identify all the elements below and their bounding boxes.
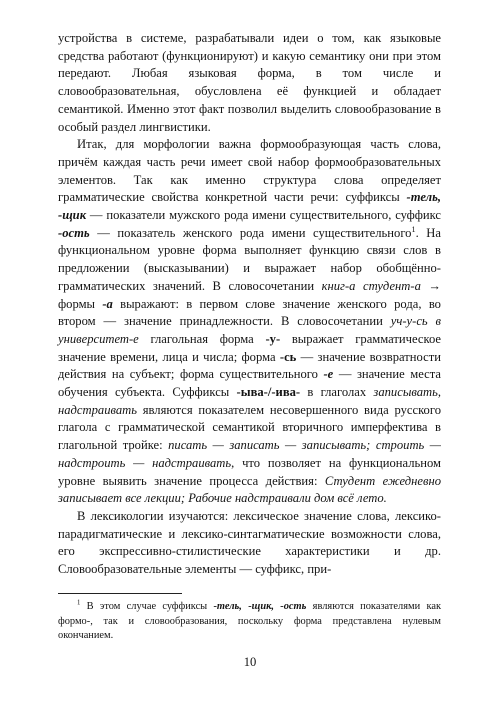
paragraph-2-text-a: Итак, для морфологии важна формообразующая часть слова, причём каждая часть речи имеет свой набор формообразовательных элементов. Так как именно структура слова определяет грамматические свойства конкретной части речи: суффиксы: [58, 137, 441, 205]
paragraph-3-text: В лексикологии изучаются: лексическое значение слова, лексико-парадигматические и лексико-синтагматические возможности слова, его экспрессивно-стилистические характеристики и др. Словообразовательные элементы — суффикс, при-: [58, 508, 441, 577]
paragraph-2-text-g: выражают: в первом слове значение женского рода, во втором — значение принадлежности. В словосочетании: [58, 296, 441, 329]
paragraph-2-text-h: глагольная форма: [138, 331, 266, 346]
paragraph-2-text-j: — значение возвратности действия на субъект; форма существительного: [58, 349, 441, 382]
form-example-a: -а: [102, 296, 113, 311]
footnote-1: [58, 600, 441, 644]
footnote-text-b: являются показателями как формо-, так и словообразования, поскольку форма представлена нулевым окончанием.: [58, 601, 441, 642]
footnote-area: [58, 593, 441, 644]
paragraph-2-text-m: являются показателем несовершенного вида русского глагола с грамматической семантикой вторичного имперфектива в глагольной тройке:: [58, 402, 441, 453]
paragraph-2-text-n: , что позволяет на функциональном уровне выявить значение процесса действия:: [58, 455, 441, 488]
paragraph-1-text: устройства в системе, разрабатывали идеи о том, как языковые средства работают (функционируют) и какую семантику они при этом передают. Любая языковая форма, в том числе и словообразовательная, обусловлена её функцией и обладает семантикой. Именно этот факт позволил выделить словообразование в особый раздел лингвистики.: [58, 31, 441, 134]
paragraph-2-text-k: — значение места обучения субъекта. Суффиксы: [58, 367, 441, 400]
paragraph-3: [58, 508, 441, 579]
form-example-e: -е: [323, 367, 334, 382]
suffix-example-yva-iva: -ыва-/-ива-: [236, 385, 301, 400]
form-example-u: -у-: [265, 331, 281, 346]
footnote-mark: 1: [77, 599, 81, 607]
paragraph-2-text-l: в глаголах: [300, 385, 374, 400]
example-kniga-studenta: книг-а студент-а: [321, 278, 421, 293]
footnote-divider: [58, 593, 182, 594]
paragraph-1: [58, 30, 441, 136]
paragraph-2-text-b: — показатели мужского рода имени существительного, суффикс: [86, 208, 441, 223]
paragraph-2-text-f: формы: [58, 296, 103, 311]
body-text: [58, 30, 441, 579]
paragraph-2-text-d: . На функциональном уровне форма выполняет функцию связи слов в предложении (высказывании) и выражает набор обобщённо-грамматических значений. В словосочетании: [58, 225, 441, 293]
paragraph-2: [58, 136, 441, 508]
arrow-symbol: →: [420, 278, 442, 293]
paragraph-2-text-i: выражает грамматическое значение времени, лица и числа; форма: [58, 331, 442, 364]
suffix-example-tel-shchik: -тель, -щик: [58, 190, 441, 223]
example-verbs: записывать, надстраивать: [58, 385, 441, 417]
example-verb-triad: писать — записать — записывать; строить — надстроить — надстраивать: [58, 438, 441, 470]
page-number: 10: [243, 655, 257, 669]
footnote-suffixes: -тель, -щик, -ость: [213, 601, 307, 612]
suffix-example-ost: -ость: [58, 225, 90, 240]
footnote-text-a: В этом случае суффиксы: [80, 601, 214, 612]
example-sentences: Студент ежедневно записывает все лекции; Рабочие надстраивали дом всё лето.: [58, 473, 441, 506]
footnote-reference[interactable]: 1: [411, 224, 416, 234]
paragraph-2-text-c: — показатель женского рода имени существительного: [89, 225, 412, 240]
form-example-s: -сь: [279, 349, 297, 364]
example-uchus-v-universitete: уч-у-сь в университет-е: [58, 314, 442, 346]
